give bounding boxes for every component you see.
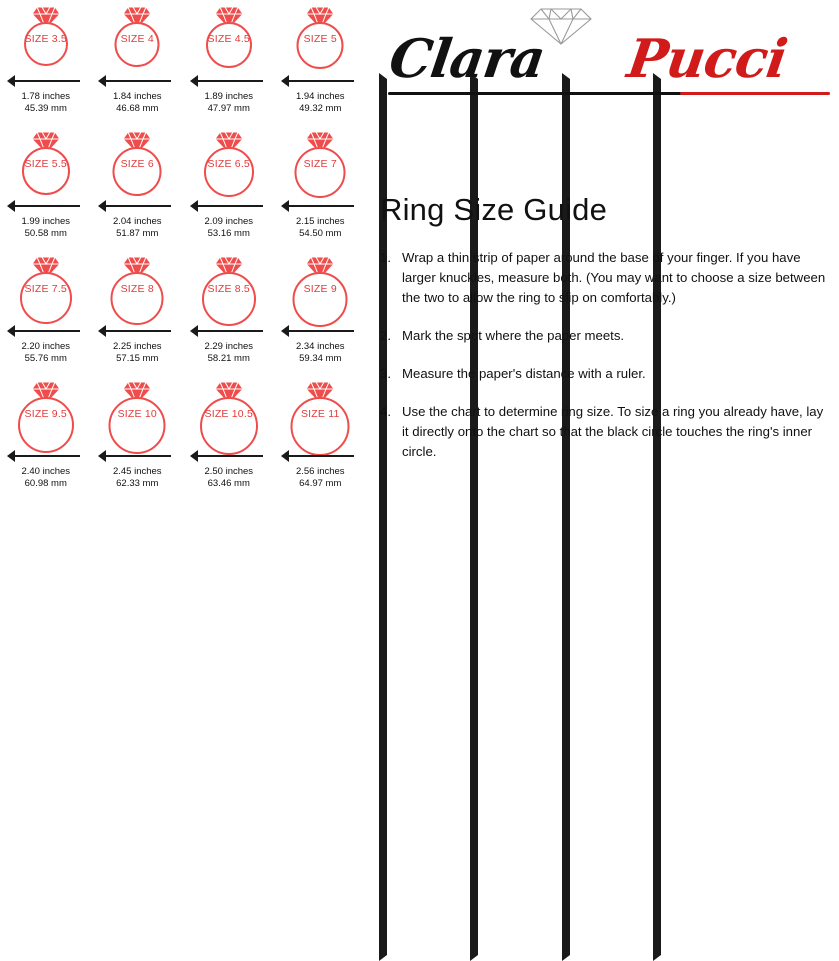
ring-mm: 47.97 mm bbox=[207, 103, 250, 114]
guide-step-number: 2. bbox=[380, 328, 391, 343]
diameter-arrow bbox=[190, 323, 268, 339]
diameter-arrow bbox=[7, 323, 85, 339]
ring-size-label: SIZE 7.5 bbox=[24, 283, 67, 295]
logo-underline-red bbox=[680, 92, 830, 95]
ring-size-cell[interactable] bbox=[275, 129, 367, 254]
ring-measurements bbox=[21, 466, 70, 490]
ring-inches: 2.15 inches bbox=[295, 216, 345, 227]
ring-illustration bbox=[101, 381, 173, 447]
chart-row bbox=[0, 129, 366, 254]
diameter-arrow bbox=[190, 198, 268, 214]
ring-circle bbox=[293, 272, 348, 327]
ring-inches: 2.09 inches bbox=[204, 216, 254, 227]
ring-size-cell[interactable] bbox=[92, 379, 184, 504]
ring-size-label: SIZE 4.5 bbox=[207, 33, 250, 45]
ring-illustration bbox=[284, 131, 356, 197]
guide-step-text: Use the chart to determine ring size. To size a ring you already have, lay it directly onto the chart so that the black circle touches the ring's inner circle. bbox=[402, 404, 824, 459]
ring-inches: 2.29 inches bbox=[204, 341, 254, 352]
guide-step-number: 4. bbox=[380, 404, 391, 419]
ring-inches: 1.94 inches bbox=[295, 91, 345, 102]
ring-size-cell[interactable] bbox=[0, 4, 92, 129]
ring-size-label: SIZE 8.5 bbox=[207, 283, 250, 295]
ring-measurements bbox=[296, 466, 345, 490]
ring-mm: 53.16 mm bbox=[207, 228, 250, 239]
ring-measurements bbox=[204, 91, 253, 115]
ring-circle bbox=[22, 147, 70, 195]
brand-name-first: Clara bbox=[385, 28, 549, 90]
guide-panel bbox=[372, 0, 839, 501]
ring-mm: 51.87 mm bbox=[116, 228, 159, 239]
ring-inches: 1.99 inches bbox=[21, 216, 71, 227]
ring-illustration bbox=[101, 131, 173, 197]
ring-circle bbox=[204, 147, 254, 197]
guide-step-number: 3. bbox=[380, 366, 391, 381]
ring-size-label: SIZE 5.5 bbox=[24, 158, 67, 170]
ring-circle bbox=[200, 397, 258, 455]
ring-size-cell[interactable] bbox=[92, 129, 184, 254]
ring-size-cell[interactable] bbox=[275, 379, 367, 504]
ring-size-cell[interactable] bbox=[92, 254, 184, 379]
guide-step-number: 1. bbox=[380, 250, 391, 265]
ring-inches: 2.34 inches bbox=[295, 341, 345, 352]
ring-illustration bbox=[10, 6, 82, 72]
ring-measurements bbox=[113, 216, 162, 240]
ring-circle bbox=[297, 22, 344, 69]
ring-size-label: SIZE 6.5 bbox=[207, 158, 250, 170]
ring-illustration bbox=[101, 6, 173, 72]
ring-size-cell[interactable] bbox=[183, 254, 275, 379]
ring-inches: 2.40 inches bbox=[21, 466, 71, 477]
ring-inches: 2.50 inches bbox=[204, 466, 254, 477]
diameter-arrow bbox=[7, 198, 85, 214]
logo-underline-black bbox=[388, 92, 688, 95]
diameter-arrow bbox=[98, 323, 176, 339]
ring-size-label: SIZE 9.5 bbox=[24, 408, 67, 420]
ring-size-cell[interactable] bbox=[0, 129, 92, 254]
ring-size-cell[interactable] bbox=[275, 4, 367, 129]
chart-row bbox=[0, 254, 366, 379]
chart-row bbox=[0, 379, 366, 504]
chart-row bbox=[0, 4, 366, 129]
ring-size-label: SIZE 10 bbox=[117, 408, 157, 420]
ring-mm: 55.76 mm bbox=[24, 353, 67, 364]
ring-inches: 2.04 inches bbox=[112, 216, 162, 227]
ring-circle bbox=[109, 397, 166, 454]
ring-size-cell[interactable] bbox=[92, 4, 184, 129]
ring-inches: 1.78 inches bbox=[21, 91, 71, 102]
diameter-arrow bbox=[281, 323, 359, 339]
ring-mm: 46.68 mm bbox=[116, 103, 159, 114]
ring-size-label: SIZE 4 bbox=[120, 33, 154, 45]
ring-illustration bbox=[10, 131, 82, 197]
diameter-arrow bbox=[281, 448, 359, 464]
ring-circle bbox=[18, 397, 74, 453]
guide-step bbox=[380, 402, 832, 462]
brand-logo bbox=[380, 6, 832, 106]
ring-size-label: SIZE 11 bbox=[300, 408, 340, 420]
ring-size-label: SIZE 10.5 bbox=[204, 408, 253, 420]
ring-size-cell[interactable] bbox=[0, 254, 92, 379]
ring-mm: 64.97 mm bbox=[299, 478, 342, 489]
ring-measurements bbox=[21, 341, 70, 365]
ring-illustration bbox=[193, 131, 265, 197]
ring-size-label: SIZE 8 bbox=[120, 283, 154, 295]
ring-circle bbox=[111, 272, 164, 325]
ring-illustration bbox=[10, 256, 82, 322]
ring-circle bbox=[202, 272, 256, 326]
ring-illustration bbox=[101, 256, 173, 322]
ring-illustration bbox=[193, 256, 265, 322]
ring-size-cell[interactable] bbox=[0, 379, 92, 504]
ring-size-cell[interactable] bbox=[183, 379, 275, 504]
ring-measurements bbox=[113, 466, 162, 490]
ring-size-label: SIZE 6 bbox=[120, 158, 154, 170]
ring-mm: 57.15 mm bbox=[116, 353, 159, 364]
ring-measurements bbox=[204, 466, 253, 490]
ring-mm: 62.33 mm bbox=[116, 478, 159, 489]
guide-step-text: Wrap a thin strip of paper around the base of your finger. If you have larger knuckles, measure both. (You may want to choose a size between the two to allow the ring to slip on comfortably.) bbox=[402, 250, 826, 305]
guide-step bbox=[380, 364, 832, 384]
ring-size-label: SIZE 5 bbox=[303, 33, 337, 45]
ring-illustration bbox=[284, 6, 356, 72]
ring-mm: 58.21 mm bbox=[207, 353, 250, 364]
diameter-arrow bbox=[98, 198, 176, 214]
ring-size-chart bbox=[0, 0, 366, 501]
ring-inches: 2.45 inches bbox=[112, 466, 162, 477]
ring-size-cell[interactable] bbox=[183, 129, 275, 254]
page-title: Ring Size Guide bbox=[380, 192, 608, 227]
ring-circle bbox=[20, 272, 72, 324]
diameter-arrow bbox=[281, 198, 359, 214]
ring-mm: 45.39 mm bbox=[24, 103, 67, 114]
ring-measurements bbox=[204, 341, 253, 365]
ring-mm: 59.34 mm bbox=[299, 353, 342, 364]
ring-measurements bbox=[296, 91, 345, 115]
ring-inches: 2.56 inches bbox=[295, 466, 345, 477]
ring-inches: 2.20 inches bbox=[21, 341, 71, 352]
ring-circle bbox=[206, 22, 252, 68]
brand-name-second: Pucci bbox=[623, 28, 791, 90]
ring-inches: 1.89 inches bbox=[204, 91, 254, 102]
guide-step bbox=[380, 248, 832, 308]
ring-measurements bbox=[21, 91, 70, 115]
ring-size-label: SIZE 7 bbox=[303, 158, 337, 170]
ring-circle bbox=[295, 147, 346, 198]
ring-measurements bbox=[204, 216, 253, 240]
diameter-arrow bbox=[7, 73, 85, 89]
ring-mm: 60.98 mm bbox=[24, 478, 67, 489]
ring-inches: 2.25 inches bbox=[112, 341, 162, 352]
guide-step bbox=[380, 326, 832, 346]
ring-size-label: SIZE 3.5 bbox=[24, 33, 67, 45]
ring-measurements bbox=[113, 91, 162, 115]
ring-illustration bbox=[284, 256, 356, 322]
ring-measurements bbox=[21, 216, 70, 240]
diameter-arrow bbox=[281, 73, 359, 89]
ring-inches: 1.84 inches bbox=[112, 91, 162, 102]
ring-illustration bbox=[10, 381, 82, 447]
ring-mm: 50.58 mm bbox=[24, 228, 67, 239]
ring-size-cell[interactable] bbox=[275, 254, 367, 379]
ring-size-label: SIZE 9 bbox=[303, 283, 337, 295]
ring-measurements bbox=[113, 341, 162, 365]
guide-steps bbox=[380, 248, 832, 480]
ring-mm: 54.50 mm bbox=[299, 228, 342, 239]
diameter-arrow bbox=[98, 73, 176, 89]
diameter-arrow bbox=[7, 448, 85, 464]
diameter-arrow bbox=[190, 73, 268, 89]
ring-mm: 63.46 mm bbox=[207, 478, 250, 489]
ring-illustration bbox=[193, 381, 265, 447]
ring-illustration bbox=[193, 6, 265, 72]
ring-size-cell[interactable] bbox=[183, 4, 275, 129]
ring-circle bbox=[113, 147, 162, 196]
ring-mm: 49.32 mm bbox=[299, 103, 342, 114]
ring-illustration bbox=[284, 381, 356, 447]
guide-step-text: Measure the paper's distance with a ruler. bbox=[402, 366, 646, 381]
diameter-arrow bbox=[98, 448, 176, 464]
ring-measurements bbox=[296, 341, 345, 365]
diameter-arrow bbox=[190, 448, 268, 464]
ring-measurements bbox=[296, 216, 345, 240]
guide-step-text: Mark the spot where the paper meets. bbox=[402, 328, 625, 343]
